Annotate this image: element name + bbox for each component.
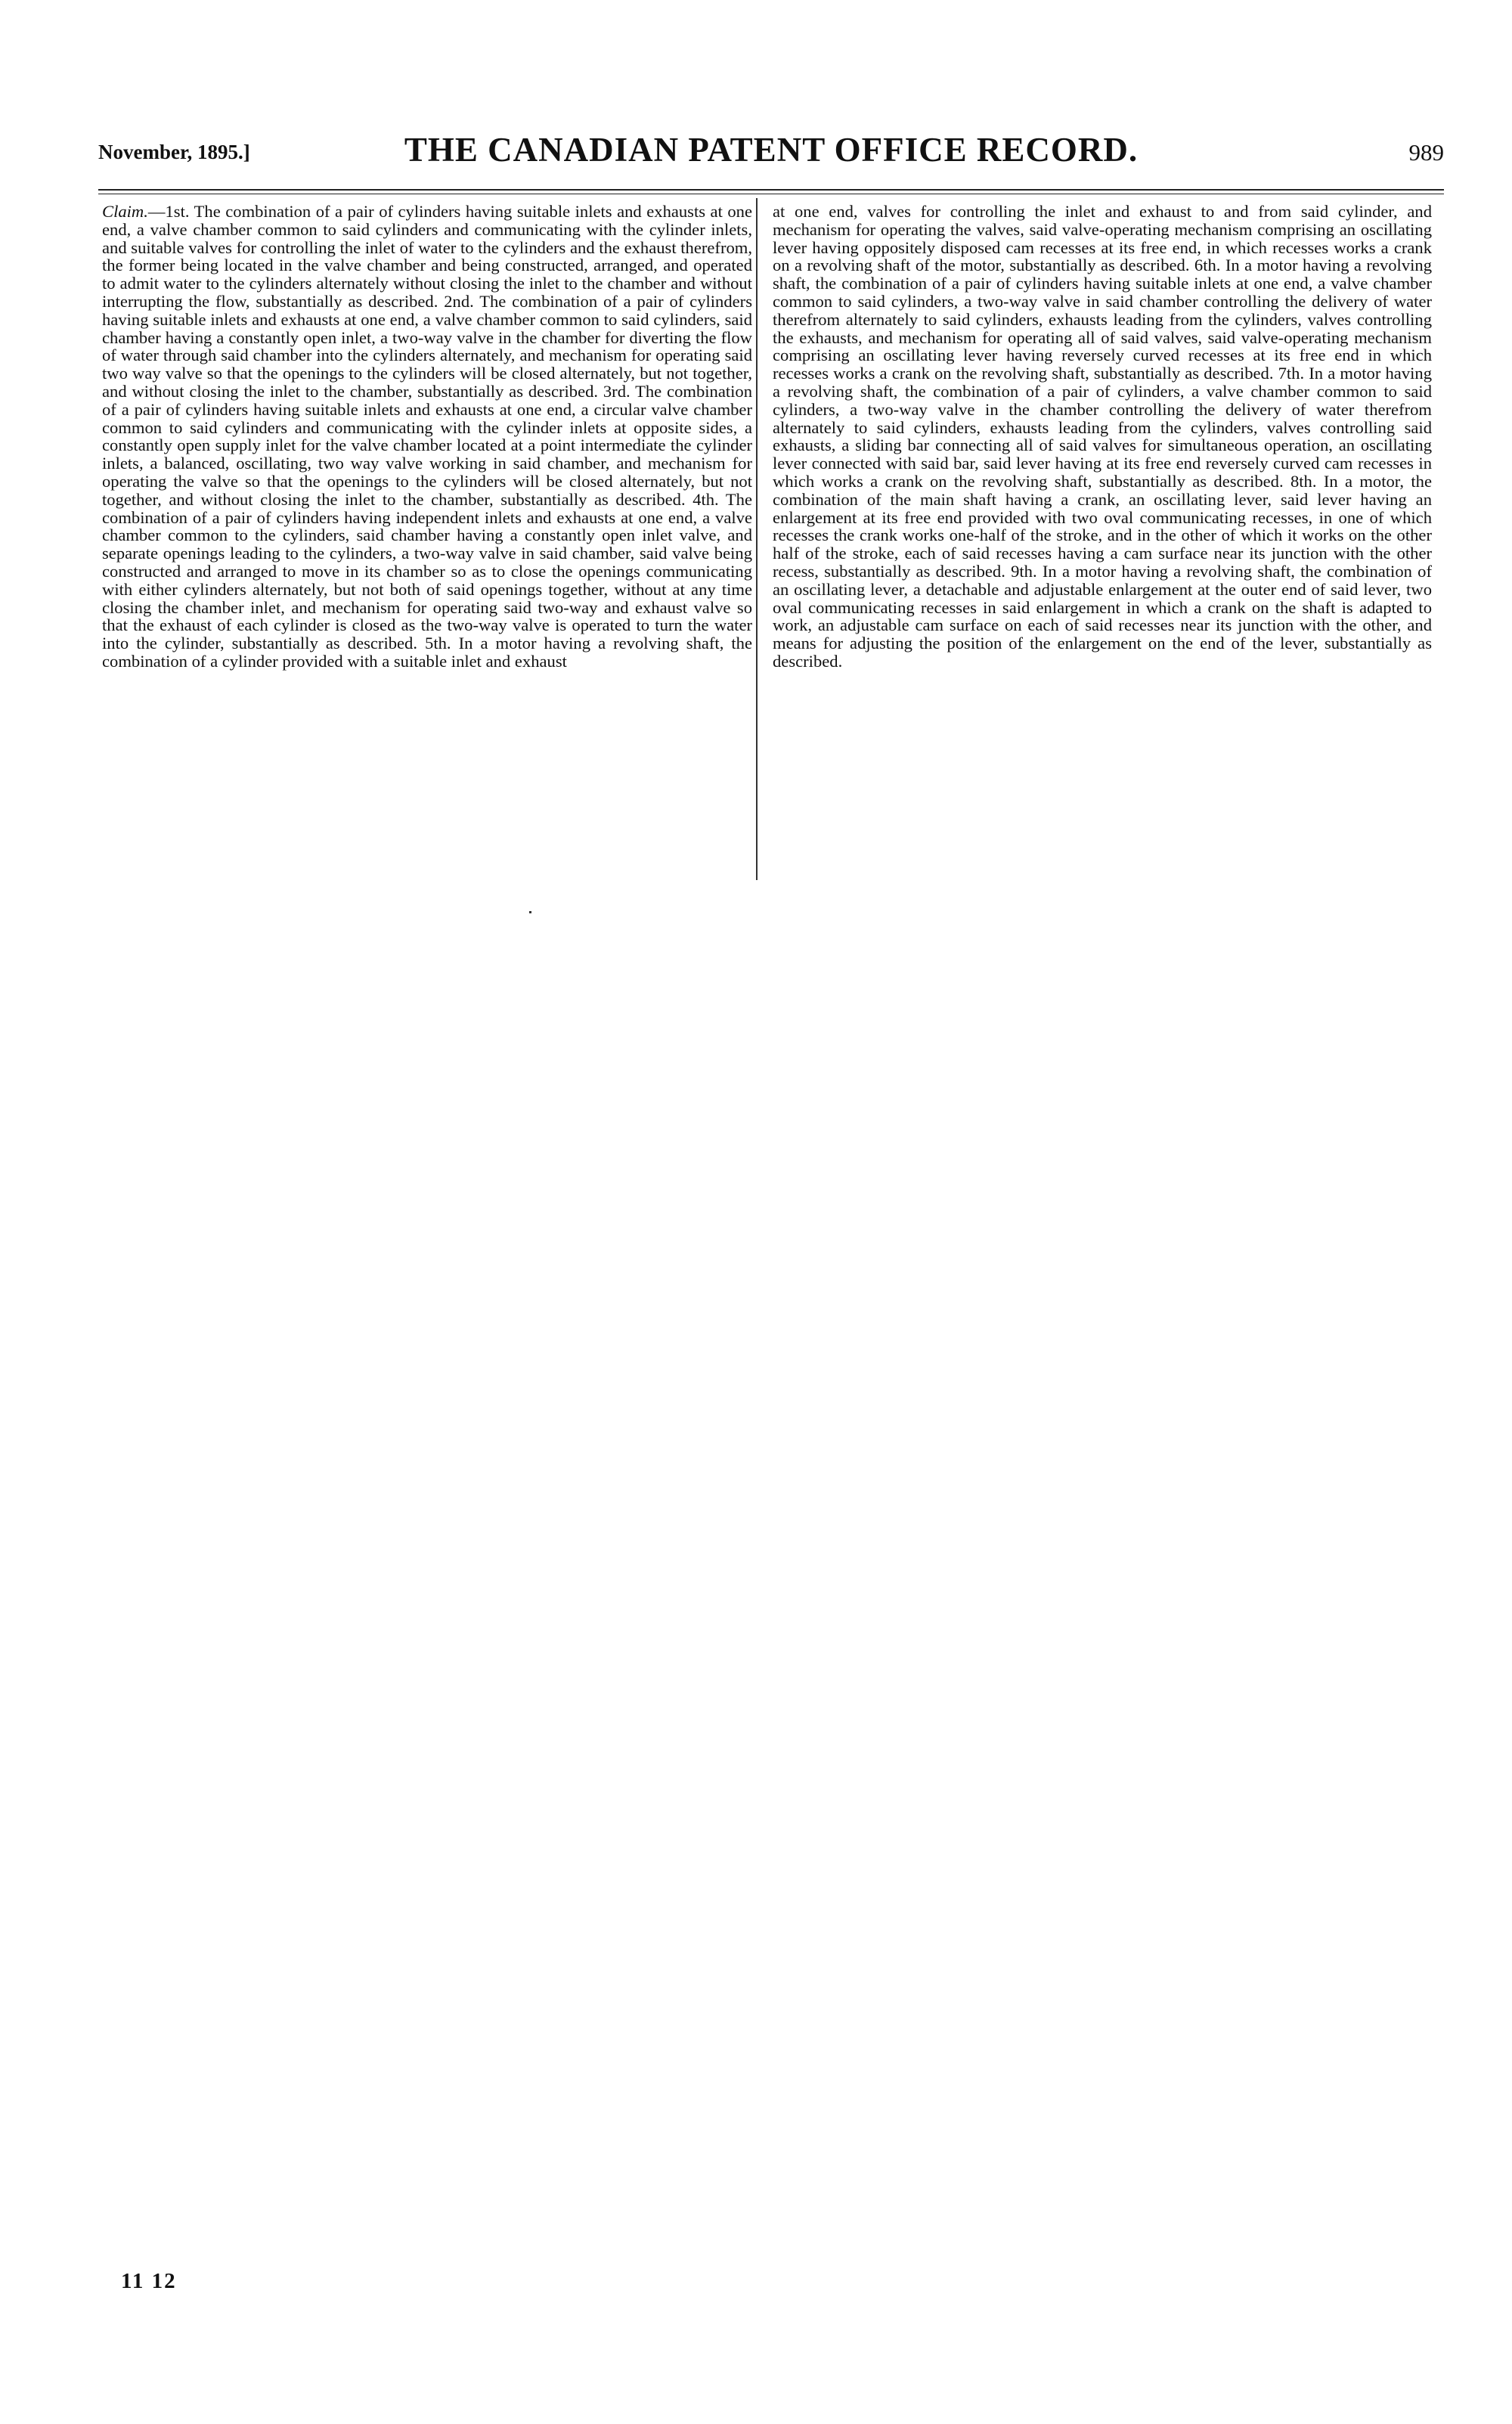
right-column: [773, 203, 1432, 671]
claim-lead: Claim.: [102, 202, 148, 221]
column-divider: [756, 198, 758, 880]
print-speck: [529, 911, 531, 913]
left-column: [102, 203, 752, 671]
page-header: [98, 130, 1444, 175]
issue-date: November, 1895.]: [98, 141, 250, 163]
header-rule: [98, 189, 1444, 191]
left-column-text: —1st. The combination of a pair of cylinders having suitable inlets and exhausts at one end, a valve chamber common to said cylinders and communicating with the cylinder inlets, and suitable valves for controlling the inlet of water to the cylinders and the exhaust therefrom, the former being located in the valve chamber and being constructed, arranged, and operated to admit water to the cylinders alternately without closing the inlet to the chamber and without interrupting the flow, substantially as described. 2nd. The combination of a pair of cylinders having suitable inlets and exhausts at one end, a valve chamber common to said cylinders, said chamber having a constantly open inlet, a two-way valve in the chamber for diverting the flow of water through said chamber into the cylinders alternately, and mechanism for operating said two way valve so that the openings to the cylinders will be closed alternately, but not together, and without closing the inlet to the chamber, substantially as described. 3rd. The combination of a pair of cylinders having suitable inlets and exhausts at one end, a circular valve chamber common to said cylinders and communicating with the cylinder inlets at opposite sides, a constantly open supply inlet for the valve chamber located at a point intermediate the cylinder inlets, a balanced, oscillating, two way valve working in said chamber, and mechanism for operating the valve so that the openings to the cylinders will be closed alternately, but not together, and without closing the inlet to the chamber, substantially as described. 4th. The combination of a pair of cylinders having independent inlets and exhausts at one end, a valve chamber common to the cylinders, said chamber having a constantly open inlet valve, and separate openings leading to the cylinders, a two-way valve in said chamber, said valve being constructed and arranged to move in its chamber so as to close the openings communicating with either cylinders alternately, but not both of said openings together, without at any time closing the chamber inlet, and mechanism for operating said two-way and exhaust valve so that the exhaust of each cylinder is closed as the two-way valve is operated to turn the water into the cylinder, substantially as described. 5th. In a motor having a revolving shaft, the combination of a cylinder provided with a suitable inlet and exhaust: [102, 202, 752, 671]
footer-signature: 11 12: [121, 2269, 177, 2293]
right-column-text: at one end, valves for controlling the inlet and exhaust to and from said cylinder, and mechanism for operating the valves, said valve-operating mechanism comprising an oscillating lever having oppositely disposed cam recesses at its free end, in which recesses works a crank on a revolving shaft of the motor, substantially as described. 6th. In a motor having a revolving shaft, the combination of a pair of cylinders having suitable inlets at one end, a valve chamber common to said cylinders, a two-way valve in said chamber controlling the delivery of water therefrom alternately to said cylinders, exhausts leading from the cylinders, valves controlling the exhausts, and mechanism for operating all of said valves, said valve-operating mechanism comprising an oscillating lever having reversely curved recesses at its free end in which recesses works a crank on the revolving shaft, substantially as described. 7th. In a motor having a revolving shaft, the combination of a pair of cylinders, a valve chamber common to said cylinders, a two-way valve in the chamber controlling the delivery of water therefrom alternately to said cylinders, exhausts leading from the cylinders, valves controlling said exhausts, a sliding bar connecting all of said valves for simultaneous operation, an oscillating lever connected with said bar, said lever having at its free end reversely curved cam recesses in which works a crank on the revolving shaft, substantially as described. 8th. In a motor, the combination of the main shaft having a crank, an oscillating lever, said lever having an enlargement at its free end provided with two oval communicating recesses, in one of which recesses the crank works one-half of the stroke, and in the other of which it works on the other half of the stroke, each of said recesses having a cam surface near its junction with the other recess, substantially as described. 9th. In a motor having a revolving shaft, the combination of an oscillating lever, a detachable and adjustable enlargement at the outer end of said lever, two oval communicating recesses in said enlargement in which a crank on the shaft is adapted to work, an adjustable cam surface on each of said recesses near its junction with the other, and means for adjusting the position of the enlargement on the end of the lever, substantially as described.: [773, 202, 1432, 671]
page-number: 989: [1408, 139, 1444, 166]
journal-title: THE CANADIAN PATENT OFFICE RECORD.: [404, 131, 1139, 169]
